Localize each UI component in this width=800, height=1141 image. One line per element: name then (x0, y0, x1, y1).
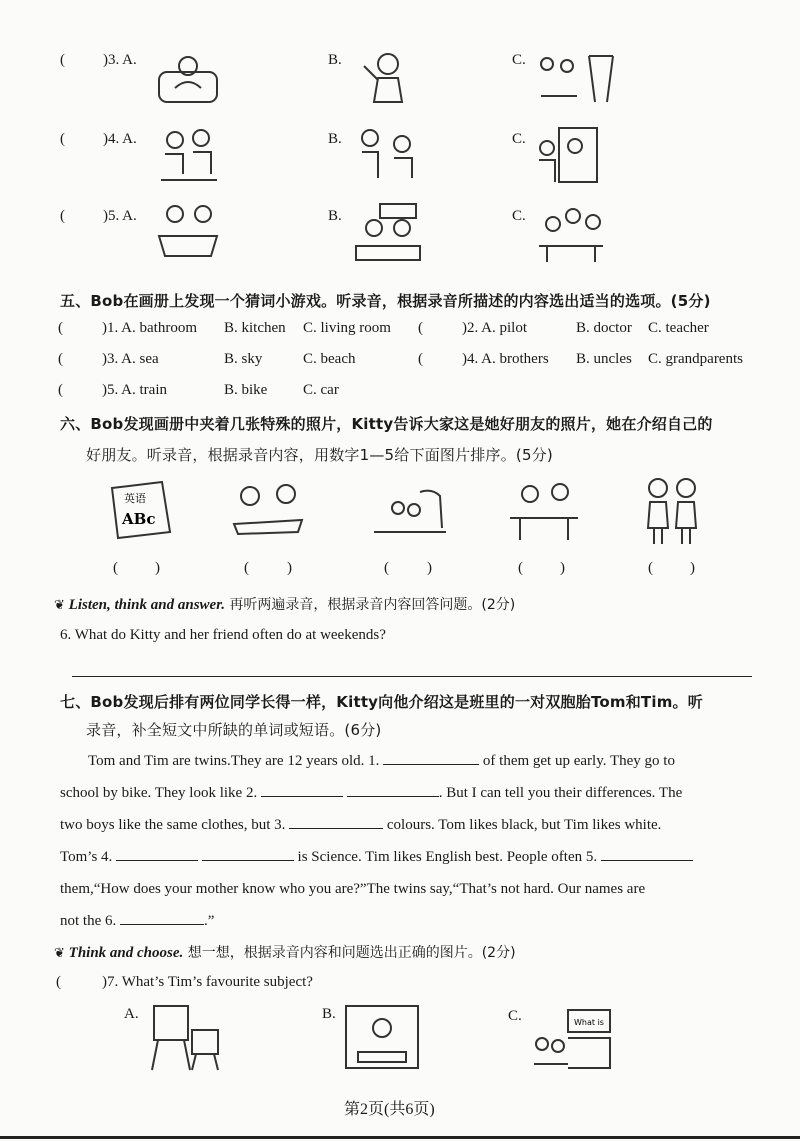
option-b-label: B. (328, 208, 342, 224)
picture-english-book[interactable] (104, 478, 176, 542)
picture-science-teacher[interactable] (344, 1004, 420, 1070)
section-6-title-line2: 好朋友。听录音，根据录音内容，用数字1—5给下面图片排序。(5分) (86, 446, 553, 464)
picture-kids-at-table[interactable] (533, 202, 609, 264)
picture-english-class[interactable] (528, 1008, 612, 1078)
passage-text: is Science. Tim likes English best. People often 5. (297, 849, 598, 865)
option-b-label: B. (328, 131, 342, 147)
order-slot-1-open[interactable]: ( (113, 560, 118, 576)
passage-text: of them get up early. They go to (479, 753, 675, 769)
picture-kids-playing[interactable] (352, 124, 422, 186)
option-c-label: C. (512, 131, 526, 147)
picture-two-kids-sitting[interactable] (153, 124, 223, 186)
order-slot-3-open[interactable]: ( (384, 560, 389, 576)
page-footer: 第2页(共6页) (344, 1101, 435, 1118)
passage-text: colours. Tom likes black, but Tim likes white. (383, 817, 662, 833)
answer-line-q6[interactable] (72, 676, 752, 677)
twins-passage (60, 748, 766, 935)
think-label: Think and choose. (68, 945, 184, 961)
picture-girls-outdoors[interactable] (370, 488, 450, 538)
option-b-label: B. (328, 52, 342, 68)
order-slot-3-close[interactable]: ) (427, 560, 432, 576)
think-text: 想一想，根据录音内容和问题选出正确的图片。(2分) (183, 945, 516, 961)
board-text: What is (574, 1018, 604, 1027)
answer-paren[interactable]: ( (418, 320, 423, 336)
picture-boy-on-sofa[interactable] (153, 48, 223, 110)
passage-text: Tom and Tim are twins.They are 12 years old. 1. (88, 753, 380, 769)
answer-paren[interactable]: ( (60, 131, 65, 147)
option-b: B. sky (224, 351, 263, 367)
option-a: )4. A. brothers (462, 351, 549, 367)
option-c: C. teacher (648, 320, 709, 336)
answer-paren[interactable]: ( (60, 52, 65, 68)
passage-text: them,“How does your mother know who you are?”The twins say,“That’s not hard. Our names are (60, 881, 646, 897)
order-slot-5-close[interactable]: ) (690, 560, 695, 576)
blank-1[interactable] (383, 750, 479, 765)
option-c: C. car (303, 382, 339, 398)
passage-text: school by bike. They look like 2. (60, 785, 258, 801)
section-5-title: 五、Bob在画册上发现一个猜词小游戏。听录音，根据录音所描述的内容选出适当的选项。(5分) (60, 292, 711, 310)
order-slot-2-open[interactable]: ( (244, 560, 249, 576)
picture-kids-playground[interactable] (533, 46, 617, 108)
option-a: )1. A. bathroom (102, 320, 197, 336)
book-title-text: 英语 (124, 492, 146, 505)
passage-text: .” (204, 913, 215, 929)
answer-paren[interactable]: ( (58, 320, 63, 336)
blank-5[interactable] (601, 846, 693, 861)
picture-kids-reading[interactable] (350, 202, 426, 264)
section-7-title-line2: 录音，补全短文中所缺的单词或短语。(6分) (86, 721, 382, 739)
book-abc-text: ABc (122, 510, 156, 528)
picture-kids-at-door[interactable] (533, 124, 601, 186)
option-a-label: A. (124, 1006, 139, 1022)
blank-3[interactable] (289, 814, 383, 829)
option-a: )2. A. pilot (462, 320, 528, 336)
option-c-label: C. (512, 52, 526, 68)
picture-art-easels[interactable] (148, 1004, 224, 1072)
picture-kids-at-desk[interactable] (153, 200, 223, 262)
picture-girls-at-table[interactable] (228, 480, 308, 542)
answer-paren[interactable]: ( (418, 351, 423, 367)
passage-text: not the 6. (60, 913, 117, 929)
option-b-label: B. (322, 1006, 336, 1022)
order-slot-2-close[interactable]: ) (287, 560, 292, 576)
option-c-label: C. (512, 208, 526, 224)
option-b: B. kitchen (224, 320, 286, 336)
listen-icon: ❦ (54, 598, 65, 613)
question-number: )4. A. (103, 131, 137, 147)
picture-kids-classroom[interactable] (504, 478, 584, 544)
question-7: )7. What’s Tim’s favourite subject? (102, 974, 313, 990)
order-slot-5-open[interactable]: ( (648, 560, 653, 576)
listen-instruction (54, 594, 515, 614)
option-a: )5. A. train (102, 382, 167, 398)
answer-paren[interactable]: ( (60, 208, 65, 224)
section-6-title-line1: 六、Bob发现画册中夹着几张特殊的照片，Kitty告诉大家这是她好朋友的照片，她在介绍自己的 (60, 415, 713, 433)
bottom-rule (0, 1136, 800, 1139)
order-slot-1-close[interactable]: ) (155, 560, 160, 576)
think-instruction (54, 942, 516, 962)
answer-paren[interactable]: ( (58, 351, 63, 367)
option-b: B. doctor (576, 320, 632, 336)
option-b: B. uncles (576, 351, 632, 367)
answer-paren-q7[interactable]: ( (56, 974, 61, 990)
picture-girl-waving[interactable] (352, 46, 422, 108)
blank-4a[interactable] (116, 846, 198, 861)
section-7-title-line1: 七、Bob发现后排有两位同学长得一样，Kitty向他介绍这是班里的一对双胞胎Tom和Tim。听 (60, 693, 703, 711)
listen-label: Listen, think and answer. (68, 597, 225, 613)
option-c: C. living room (303, 320, 391, 336)
option-b: B. bike (224, 382, 268, 398)
listen-text: 再听两遍录音，根据录音内容回答问题。(2分) (224, 597, 516, 613)
picture-two-girls-standing[interactable] (640, 474, 706, 546)
option-c-label: C. (508, 1008, 522, 1024)
option-a: )3. A. sea (102, 351, 159, 367)
question-number: )5. A. (103, 208, 137, 224)
blank-2a[interactable] (261, 782, 343, 797)
order-slot-4-close[interactable]: ) (560, 560, 565, 576)
blank-2b[interactable] (347, 782, 439, 797)
passage-text: two boys like the same clothes, but 3. (60, 817, 286, 833)
think-icon: ❦ (54, 946, 65, 961)
question-number: )3. A. (103, 52, 137, 68)
option-c: C. grandparents (648, 351, 743, 367)
passage-text: Tom’s 4. (60, 849, 113, 865)
blank-6[interactable] (120, 910, 204, 925)
order-slot-4-open[interactable]: ( (518, 560, 523, 576)
question-6: 6. What do Kitty and her friend often do at weekends? (60, 627, 386, 643)
passage-text: . But I can tell you their differences. The (438, 785, 683, 801)
answer-paren[interactable]: ( (58, 382, 63, 398)
option-c: C. beach (303, 351, 356, 367)
blank-4b[interactable] (202, 846, 294, 861)
